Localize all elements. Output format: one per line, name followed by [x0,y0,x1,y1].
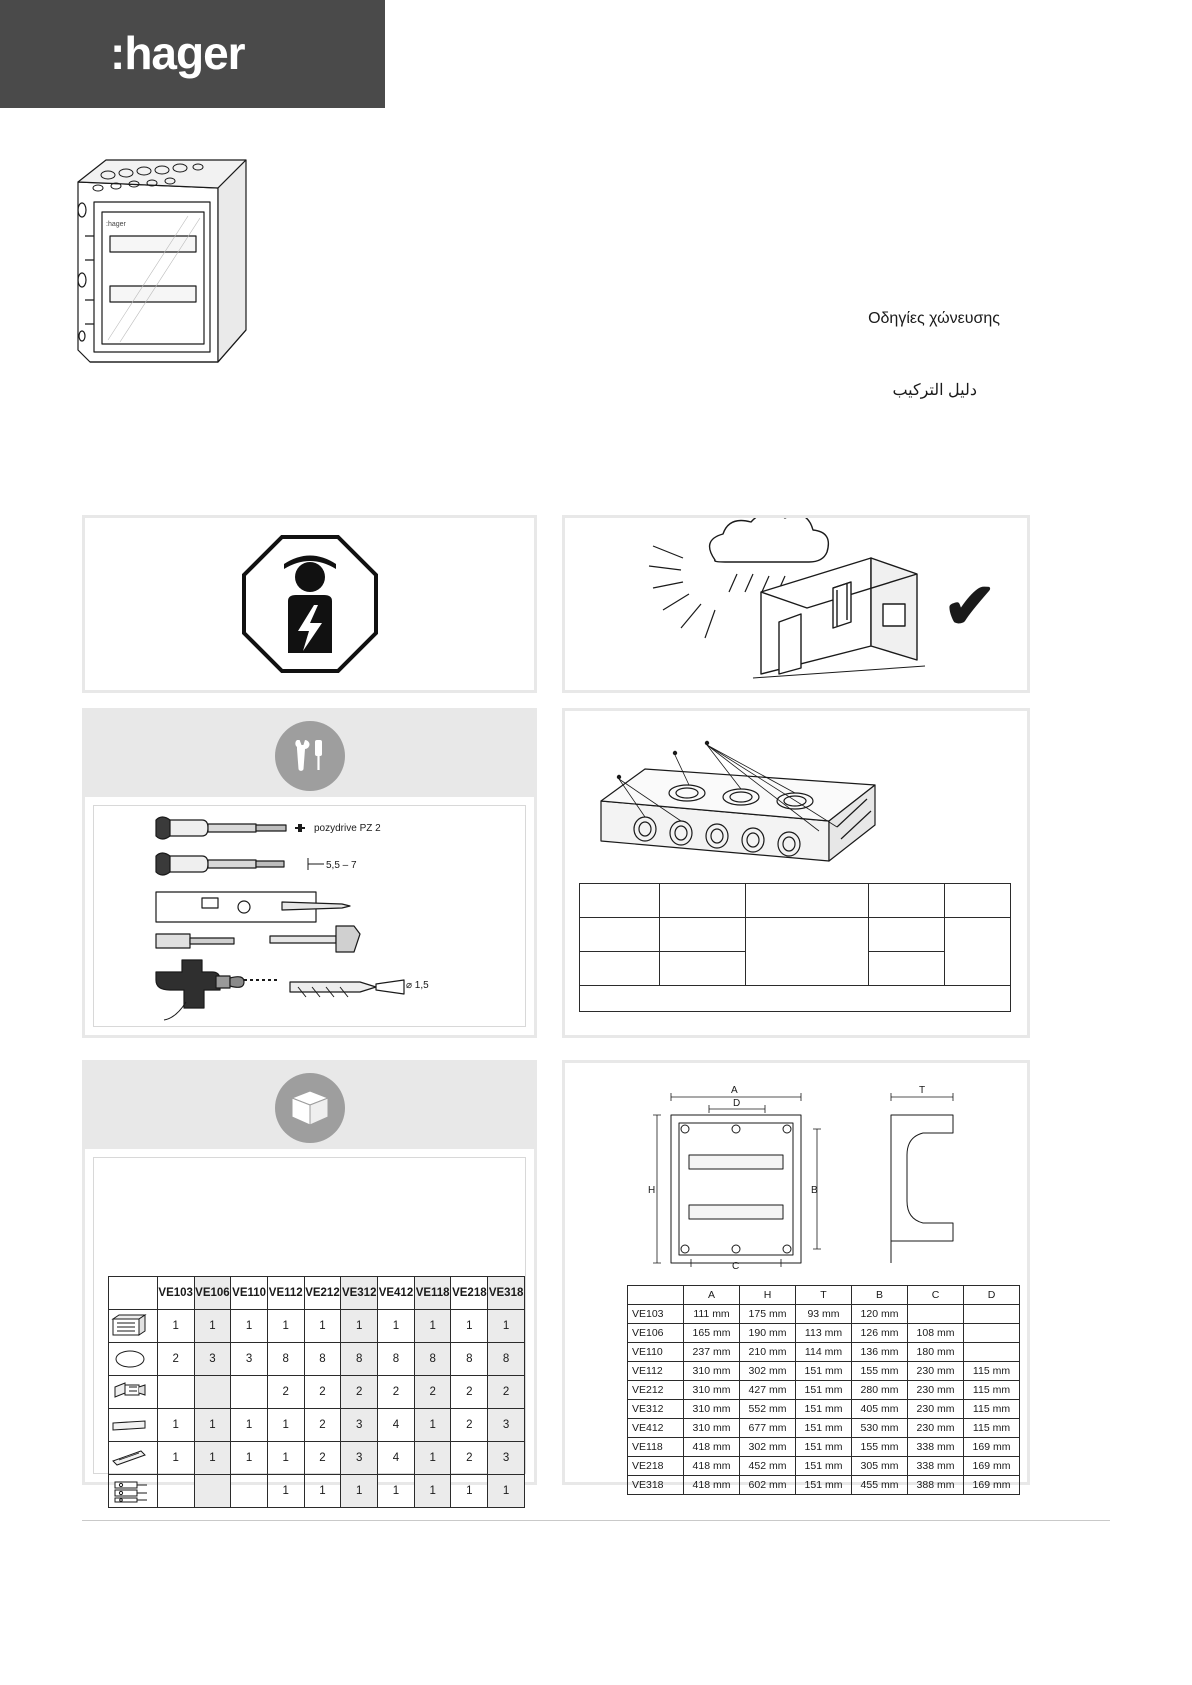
table-row [580,918,1011,952]
cell: 3 [231,1343,268,1376]
cell: VE106 [628,1324,684,1343]
cell: 1 [194,1442,231,1475]
cell: 1 [414,1442,451,1475]
cell: VE118 [628,1438,684,1457]
cell: 1 [194,1409,231,1442]
cell: 126 mm [852,1324,908,1343]
cell: 1 [341,1475,378,1508]
cell: 2 [304,1442,341,1475]
cell: 338 mm [908,1438,964,1457]
cell: 3 [341,1409,378,1442]
table-row [109,1475,525,1508]
table-row [628,1343,1020,1362]
cover-strip-icon [109,1409,158,1442]
tools-label-pozidrive: pozydrive PZ 2 [314,823,381,834]
cell: 8 [267,1343,304,1376]
cell [964,1324,1020,1343]
cell: VE212 [628,1381,684,1400]
title-greek: Οδηγίες χώνευσης [868,310,1000,327]
cell: 8 [378,1343,415,1376]
cell: 237 mm [684,1343,740,1362]
table-row [109,1376,525,1409]
cell: 1 [341,1310,378,1343]
hager-logo: :hager [110,27,245,79]
product-illustration [68,140,258,370]
cell: 113 mm [796,1324,852,1343]
cell: 1 [378,1310,415,1343]
table-row [580,884,1011,918]
box-panel-header [85,1063,534,1149]
cell: 1 [231,1409,268,1442]
label-strip-icon [109,1442,158,1475]
tools-icon [275,721,345,791]
dim-label-d: D [733,1098,741,1109]
cell: 165 mm [684,1324,740,1343]
cell: 151 mm [796,1476,852,1495]
dim-col-h: H [740,1286,796,1305]
cell: 155 mm [852,1362,908,1381]
package-contents-table [108,1276,525,1508]
table-row [628,1400,1020,1419]
cell: 3 [194,1343,231,1376]
cell: 169 mm [964,1476,1020,1495]
cell: 8 [451,1343,488,1376]
dim-label-b: B [811,1185,818,1196]
dim-col-t: T [796,1286,852,1305]
cell: 2 [414,1376,451,1409]
col-ve212: VE212 [304,1277,341,1310]
col-ve110: VE110 [231,1277,268,1310]
col-ve112: VE112 [267,1277,304,1310]
table-row [628,1419,1020,1438]
cell: 1 [414,1310,451,1343]
cell: 1 [157,1442,194,1475]
cell: 2 [157,1343,194,1376]
cell: 302 mm [740,1362,796,1381]
footer-divider [82,1520,1110,1521]
cell: 230 mm [908,1381,964,1400]
enclosure-icon [109,1310,158,1343]
cell: 302 mm [740,1438,796,1457]
cell: 305 mm [852,1457,908,1476]
table-row [109,1409,525,1442]
cable-entry-table [579,883,1011,1012]
cell: 8 [414,1343,451,1376]
check-mark: ✔ [943,570,997,642]
cell: 3 [341,1442,378,1475]
dimensions-panel [562,1060,1030,1491]
cell: 120 mm [852,1305,908,1324]
cell: 151 mm [796,1457,852,1476]
cell: 151 mm [796,1419,852,1438]
cell: VE110 [628,1343,684,1362]
cell [964,1305,1020,1324]
col-ve103: VE103 [157,1277,194,1310]
cell: VE312 [628,1400,684,1419]
table-row [580,986,1011,1012]
tools-panel-header [85,711,534,797]
cell: 310 mm [684,1362,740,1381]
cell: 552 mm [740,1400,796,1419]
cell: 8 [304,1343,341,1376]
cell: 1 [414,1475,451,1508]
table-row [109,1343,525,1376]
cell: 310 mm [684,1400,740,1419]
cell: 111 mm [684,1305,740,1324]
dim-label-h: H [648,1185,656,1196]
dim-col-d: D [964,1286,1020,1305]
cell: 1 [451,1310,488,1343]
col-ve118: VE118 [414,1277,451,1310]
table-row [628,1476,1020,1495]
cell: 1 [304,1475,341,1508]
dim-col-a: A [684,1286,740,1305]
cell: 310 mm [684,1419,740,1438]
cell [157,1376,194,1409]
cell: 8 [341,1343,378,1376]
table-row [628,1457,1020,1476]
cell: 151 mm [796,1400,852,1419]
cell: 1 [304,1310,341,1343]
table-row [628,1324,1020,1343]
col-ve312: VE312 [341,1277,378,1310]
cell: VE318 [628,1476,684,1495]
cell: 169 mm [964,1438,1020,1457]
cell: 418 mm [684,1438,740,1457]
cell: 180 mm [908,1343,964,1362]
cell: 136 mm [852,1343,908,1362]
cell: 230 mm [908,1400,964,1419]
cell: VE103 [628,1305,684,1324]
dimension-drawing [605,1069,1005,1269]
cell: 1 [194,1310,231,1343]
table-row [628,1305,1020,1324]
cell: 115 mm [964,1381,1020,1400]
cell [194,1475,231,1508]
cell: 1 [378,1475,415,1508]
cell: 169 mm [964,1457,1020,1476]
cell: 93 mm [796,1305,852,1324]
cell: 2 [378,1376,415,1409]
cell: 677 mm [740,1419,796,1438]
cell: 2 [341,1376,378,1409]
cell: 1 [267,1475,304,1508]
cell: 602 mm [740,1476,796,1495]
dim-label-c: C [732,1261,740,1269]
dim-label-t: T [919,1085,926,1096]
cell: 2 [267,1376,304,1409]
cell: 4 [378,1409,415,1442]
cell: 3 [488,1442,525,1475]
blanking-plug-icon [109,1343,158,1376]
cell: 3 [488,1409,525,1442]
cell [231,1475,268,1508]
cell: 418 mm [684,1457,740,1476]
tools-label-slot: 5,5 – 7 [326,860,357,871]
cable-entry-panel [562,708,1030,1038]
cell: 1 [267,1409,304,1442]
cell: 1 [414,1409,451,1442]
package-contents-table-area [93,1157,526,1497]
dim-label-a: A [731,1085,738,1096]
col-ve218: VE218 [451,1277,488,1310]
cell: 1 [488,1475,525,1508]
cell: 115 mm [964,1400,1020,1419]
cell: 2 [451,1409,488,1442]
cell: 455 mm [852,1476,908,1495]
tools-label-drill: ⌀ 1,5 [406,980,429,991]
cell: 115 mm [964,1419,1020,1438]
cell: 151 mm [796,1362,852,1381]
col-ve412: VE412 [378,1277,415,1310]
cell [964,1343,1020,1362]
cell: 1 [157,1409,194,1442]
cell: 2 [488,1376,525,1409]
cell: 1 [451,1475,488,1508]
col-ve106: VE106 [194,1277,231,1310]
cell: 155 mm [852,1438,908,1457]
cell: 190 mm [740,1324,796,1343]
table-row [109,1442,525,1475]
cell: 2 [451,1442,488,1475]
table-corner [109,1277,158,1310]
din-rail-clip-icon [109,1376,158,1409]
cell [908,1305,964,1324]
cell: VE112 [628,1362,684,1381]
table-row [628,1438,1020,1457]
col-ve318: VE318 [488,1277,525,1310]
cell: VE218 [628,1457,684,1476]
cell: 151 mm [796,1381,852,1400]
dim-col-blank [628,1286,684,1305]
cell: 1 [267,1310,304,1343]
dimensions-table [627,1285,1020,1495]
cell: 2 [451,1376,488,1409]
cell: 530 mm [852,1419,908,1438]
cell: 1 [267,1442,304,1475]
cell: 114 mm [796,1343,852,1362]
cell: 418 mm [684,1476,740,1495]
cell: 1 [157,1310,194,1343]
cell [231,1376,268,1409]
dim-col-c: C [908,1286,964,1305]
cell [157,1475,194,1508]
cell: VE412 [628,1419,684,1438]
cell: 1 [231,1442,268,1475]
package-box-icon [275,1073,345,1143]
cell [194,1376,231,1409]
cell: 8 [488,1343,525,1376]
title-arabic: دليل التركيب [892,382,977,399]
house-weather-check-icon [565,518,1027,690]
cell: 2 [304,1409,341,1442]
cell: 1 [231,1310,268,1343]
table-row [109,1310,525,1343]
cable-gland-illustration [579,723,1015,873]
cell: 4 [378,1442,415,1475]
cell: 1 [488,1310,525,1343]
cell: 280 mm [852,1381,908,1400]
cell: 388 mm [908,1476,964,1495]
cell: 175 mm [740,1305,796,1324]
qualified-electrician-panel [82,515,537,693]
electrician-octagon-icon [240,533,380,675]
cell: 230 mm [908,1419,964,1438]
terminal-block-icon [109,1475,158,1508]
required-tools-panel [82,708,537,1038]
cell: 310 mm [684,1381,740,1400]
svg-text::hager: :hager [106,221,126,228]
cell: 108 mm [908,1324,964,1343]
package-contents-panel [82,1060,537,1497]
cell: 427 mm [740,1381,796,1400]
dim-col-b: B [852,1286,908,1305]
cell: 452 mm [740,1457,796,1476]
indoor-outdoor-panel [562,515,1030,693]
table-row [628,1381,1020,1400]
table-row [628,1362,1020,1381]
cell: 338 mm [908,1457,964,1476]
cell: 151 mm [796,1438,852,1457]
tools-illustration [93,805,526,1027]
cell: 210 mm [740,1343,796,1362]
cell: 230 mm [908,1362,964,1381]
cell: 115 mm [964,1362,1020,1381]
cell: 2 [304,1376,341,1409]
cell: 405 mm [852,1400,908,1419]
